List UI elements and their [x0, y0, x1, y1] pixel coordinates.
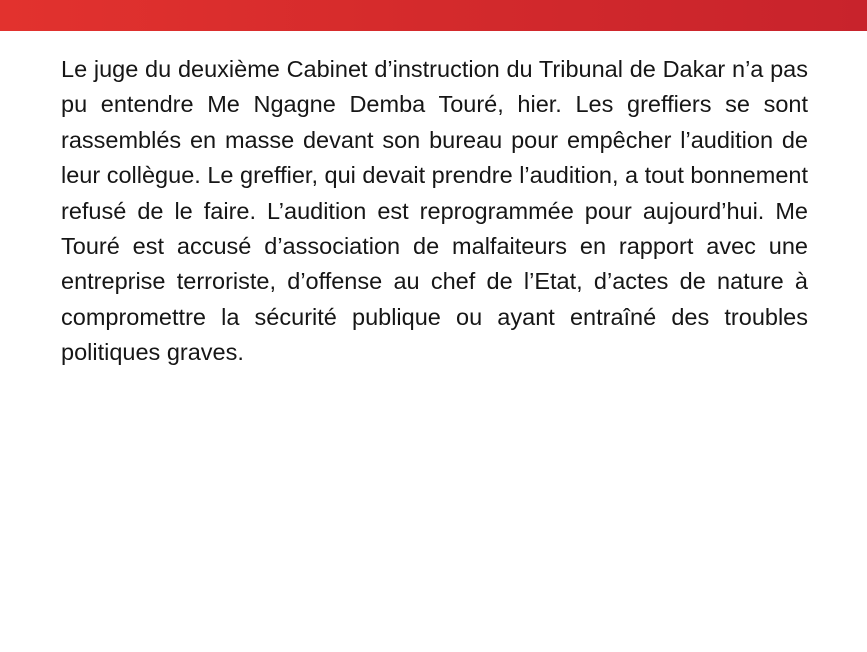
article-body: Le juge du deuxième Cabinet d’instruction du Tribunal de Dakar n’a pas pu entendre Me Ngagne Demba Touré, hier. Les greffiers se sont rassemblés en masse devant son bureau pour empêcher l’audition de leur collègue. Le greffier, qui devait prendre l’audition, a tout bonnement refusé de le faire. L’audition est reprogrammée pour aujourd’hui. Me Touré est accusé d’association de malfaiteurs en rapport avec une entreprise terroriste, d’offense au chef de l’Etat, d’actes de nature à compromettre la sécurité publique ou ayant entraîné des troubles politiques graves.: [61, 56, 808, 366]
header-color-bar: [0, 0, 867, 31]
